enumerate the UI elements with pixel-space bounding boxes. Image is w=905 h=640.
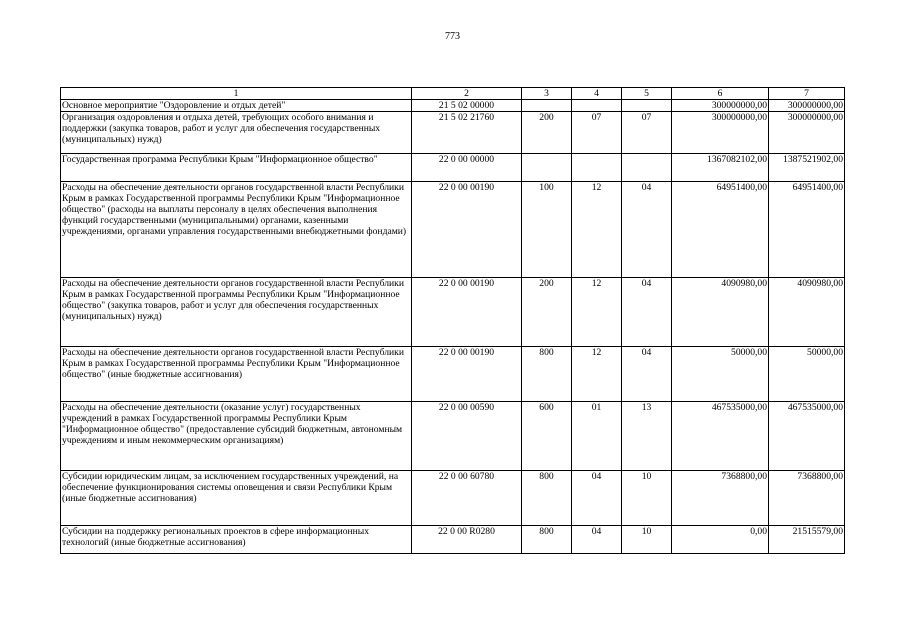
row-code: 21 5 02 00000 — [412, 100, 522, 112]
row-amount-2: 21515579,00 — [769, 526, 845, 554]
row-subsection: 07 — [622, 112, 672, 154]
row-name: Расходы на обеспечение деятельности (оказание услуг) государственных учреждений в рамках Государственной программы Республики Крым "Информационное общество" (предоставление субсидий бюджетным, автономным учреждениям и иным некоммерческим организациям) — [61, 402, 412, 471]
row-name: Основное мероприятие "Оздоровление и отдых детей" — [61, 100, 412, 112]
column-header: 4 — [572, 88, 622, 100]
table-row — [61, 526, 845, 554]
row-amount-2: 7368800,00 — [769, 471, 845, 526]
row-code: 22 0 00 00190 — [412, 182, 522, 278]
table-row — [61, 112, 845, 154]
row-subsection: 04 — [622, 182, 672, 278]
page-number: 773 — [445, 31, 460, 42]
row-expense-type: 200 — [522, 278, 572, 347]
row-section: 04 — [572, 471, 622, 526]
row-section: 07 — [572, 112, 622, 154]
row-amount-1: 7368800,00 — [672, 471, 769, 526]
row-code: 22 0 00 R0280 — [412, 526, 522, 554]
table-row — [61, 100, 845, 112]
row-code: 22 0 00 00000 — [412, 154, 522, 182]
row-name: Расходы на обеспечение деятельности органов государственной власти Республики Крым в рамках Государственной программы Республики Крым "Информационное общество" (закупка товаров, работ и услуг для обеспечения государственных (муниципальных) нужд) — [61, 278, 412, 347]
row-code: 21 5 02 21760 — [412, 112, 522, 154]
budget-table — [60, 87, 845, 554]
row-expense-type: 800 — [522, 526, 572, 554]
row-section: 04 — [572, 526, 622, 554]
row-name: Расходы на обеспечение деятельности органов государственной власти Республики Крым в рамках Государственной программы Республики Крым "Информационное общество" (расходы на выплаты персоналу в целях обеспечения выполнения функций государственными (муниципальными) органами, казенными учреждениями, органами управления государственными внебюджетными фондами) — [61, 182, 412, 278]
row-amount-1: 300000000,00 — [672, 112, 769, 154]
row-amount-1: 64951400,00 — [672, 182, 769, 278]
row-section — [572, 154, 622, 182]
row-subsection — [622, 154, 672, 182]
table-row — [61, 278, 845, 347]
table-row — [61, 471, 845, 526]
row-amount-1: 0,00 — [672, 526, 769, 554]
row-name: Субсидии на поддержку региональных проектов в сфере информационных технологий (иные бюджетные ассигнования) — [61, 526, 412, 554]
row-amount-2: 300000000,00 — [769, 112, 845, 154]
row-name: Государственная программа Республики Крым "Информационное общество" — [61, 154, 412, 182]
row-code: 22 0 00 00190 — [412, 347, 522, 402]
row-subsection: 10 — [622, 471, 672, 526]
row-amount-1: 300000000,00 — [672, 100, 769, 112]
row-expense-type: 200 — [522, 112, 572, 154]
row-amount-1: 4090980,00 — [672, 278, 769, 347]
row-section: 01 — [572, 402, 622, 471]
row-amount-2: 50000,00 — [769, 347, 845, 402]
row-code: 22 0 00 00190 — [412, 278, 522, 347]
column-header: 7 — [769, 88, 845, 100]
row-subsection: 10 — [622, 526, 672, 554]
column-header: 3 — [522, 88, 572, 100]
row-expense-type: 100 — [522, 182, 572, 278]
column-header: 2 — [412, 88, 522, 100]
row-section: 12 — [572, 347, 622, 402]
row-amount-2: 4090980,00 — [769, 278, 845, 347]
row-amount-2: 300000000,00 — [769, 100, 845, 112]
row-expense-type: 800 — [522, 471, 572, 526]
row-amount-2: 467535000,00 — [769, 402, 845, 471]
row-expense-type: 800 — [522, 347, 572, 402]
row-name: Расходы на обеспечение деятельности органов государственной власти Республики Крым в рамках Государственной программы Республики Крым "Информационное общество" (иные бюджетные ассигнования) — [61, 347, 412, 402]
row-expense-type — [522, 100, 572, 112]
table-row — [61, 154, 845, 182]
column-header: 5 — [622, 88, 672, 100]
row-amount-2: 1387521902,00 — [769, 154, 845, 182]
row-amount-1: 467535000,00 — [672, 402, 769, 471]
row-subsection — [622, 100, 672, 112]
row-subsection: 13 — [622, 402, 672, 471]
column-header: 6 — [672, 88, 769, 100]
row-subsection: 04 — [622, 278, 672, 347]
row-section: 12 — [572, 182, 622, 278]
row-amount-1: 1367082102,00 — [672, 154, 769, 182]
row-subsection: 04 — [622, 347, 672, 402]
table-row — [61, 402, 845, 471]
row-section — [572, 100, 622, 112]
row-amount-2: 64951400,00 — [769, 182, 845, 278]
column-header: 1 — [61, 88, 412, 100]
table-row — [61, 182, 845, 278]
row-name: Организация оздоровления и отдыха детей, требующих особого внимания и поддержки (закупка товаров, работ и услуг для обеспечения государственных (муниципальных) нужд) — [61, 112, 412, 154]
row-amount-1: 50000,00 — [672, 347, 769, 402]
row-expense-type: 600 — [522, 402, 572, 471]
table-row — [61, 347, 845, 402]
row-name: Субсидии юридическим лицам, за исключением государственных учреждений, на обеспечение функционирования системы оповещения и связи Республики Крым (иные бюджетные ассигнования) — [61, 471, 412, 526]
row-code: 22 0 00 00590 — [412, 402, 522, 471]
row-expense-type — [522, 154, 572, 182]
row-section: 12 — [572, 278, 622, 347]
row-code: 22 0 00 60780 — [412, 471, 522, 526]
table-header-row — [61, 88, 845, 100]
